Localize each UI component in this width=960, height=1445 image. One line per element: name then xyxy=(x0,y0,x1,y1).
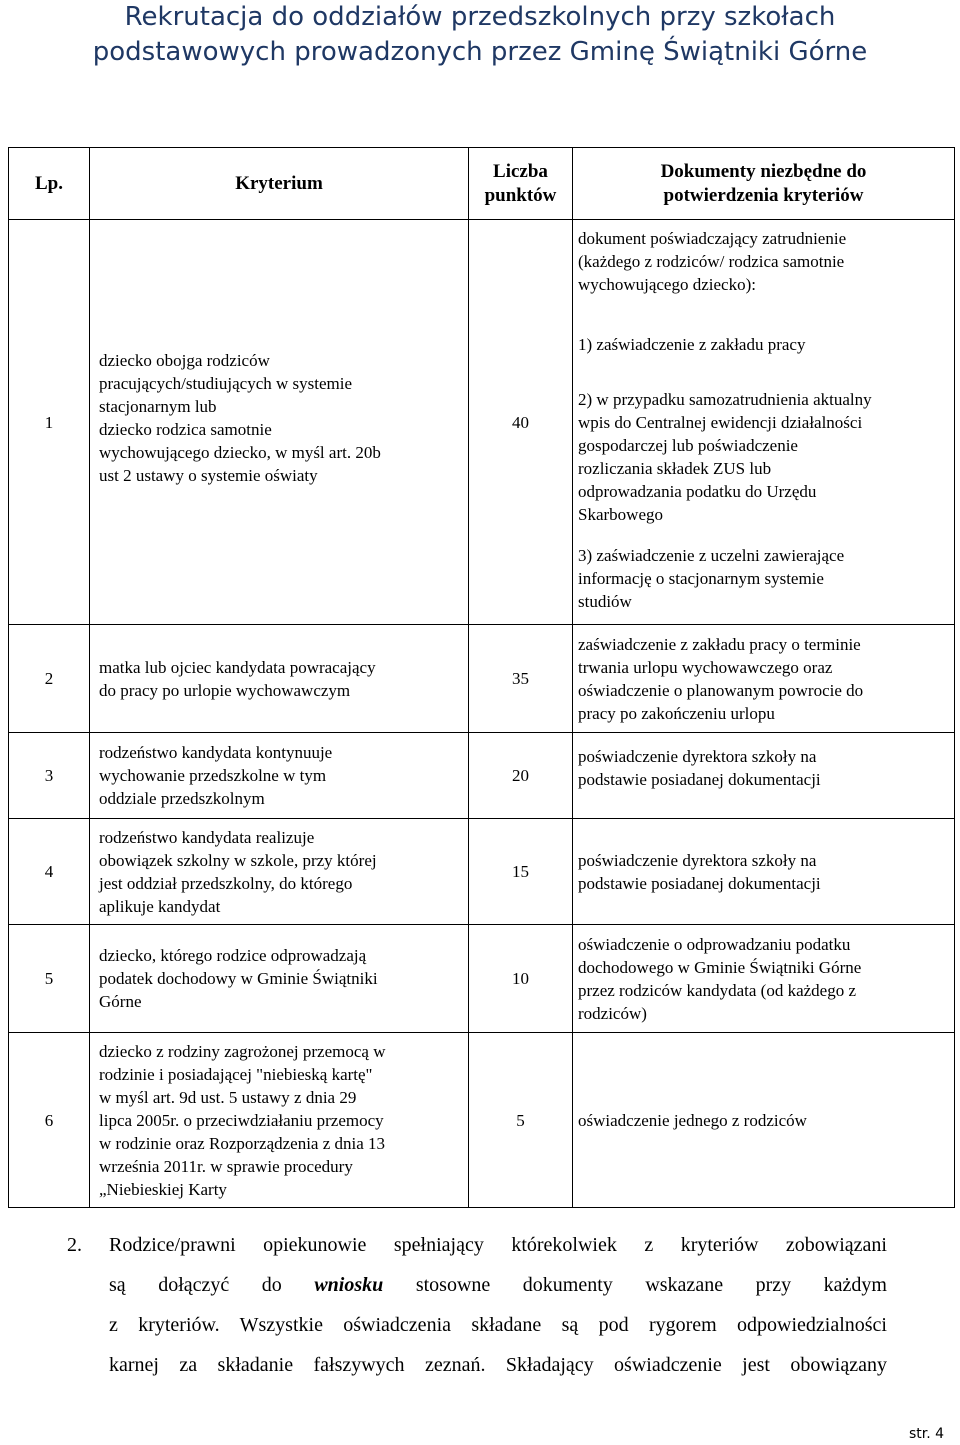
documents-item-3: 3) zaświadczenie z uczelni zawierające informację o stacjonarnym systemie studiów xyxy=(578,546,845,611)
table-row xyxy=(9,925,955,1033)
footnote-emphasis: wniosku xyxy=(314,1274,384,1296)
intro-documents: dokument poświadczający zatrudnienie (każdego z rodziców/ rodzica samotnie wychowującego dziecko): xyxy=(578,229,847,294)
criterion-line: wychowującego dziecko, w myśl art. 20b xyxy=(99,443,381,462)
row-5-documents: oświadczenie o odprowadzaniu podatku dochodowego w Gminie Świątniki Górne przez rodziców kandydata (od każdego z rodziców) xyxy=(573,925,955,1033)
column-header-criterion: Kryterium xyxy=(90,148,469,220)
criterion-line: dziecko, którego rodzice odprowadzają xyxy=(99,946,367,965)
footnote-paragraph xyxy=(67,1225,887,1385)
row-6-lp: 6 xyxy=(9,1033,90,1208)
row-5-lp: 5 xyxy=(9,925,90,1033)
criterion-line: stacjonarnym lub xyxy=(99,397,217,416)
row-6-points: 5 xyxy=(469,1033,573,1208)
criterion-line: lipca 2005r. o przeciwdziałaniu przemocy xyxy=(99,1110,384,1130)
criterion-line: dziecko z rodziny zagrożonej przemocą w xyxy=(99,1041,386,1061)
table-row xyxy=(9,625,955,733)
criterion-line: ust 2 ustawy o systemie oświaty xyxy=(99,466,318,485)
table-header-row xyxy=(9,148,955,220)
document-title xyxy=(0,0,960,70)
footnote-number: 2. xyxy=(67,1234,82,1256)
row-5-points: 10 xyxy=(469,925,573,1033)
documents-item-2: 2) w przypadku samozatrudnienia aktualny wpis do Centralnej ewidencji działalności gospodarczej lub poświadczenie rozliczania składek ZUS lub odprowadzania podatku do Urzędu Skarbowego xyxy=(578,390,872,524)
title-line-1: Rekrutacja do oddziałów przedszkolnych przy szkołach xyxy=(124,2,836,32)
criterion-line: pracujących/studiujących w systemie xyxy=(99,374,353,393)
row-3-lp: 3 xyxy=(9,733,90,819)
criterion-line: wychowanie przedszkolne w tym xyxy=(99,766,327,785)
row-3-criterion xyxy=(90,733,469,819)
row-2-lp: 2 xyxy=(9,625,90,733)
criterion-line: rodzeństwo kandydata realizuje xyxy=(99,827,315,847)
criterion-line: w rodzinie oraz Rozporządzenia z dnia 13 xyxy=(99,1133,386,1153)
table-row xyxy=(9,220,955,625)
criterion-line: Górne xyxy=(99,992,142,1011)
title-line-2: podstawowych prowadzonych przez Gminę Świątniki Górne xyxy=(92,37,868,67)
row-1-criterion xyxy=(90,220,469,625)
criteria-table xyxy=(8,147,955,1208)
row-2-criterion xyxy=(90,625,469,733)
criterion-line: do pracy po urlopie wychowawczym xyxy=(99,680,351,700)
row-4-points: 15 xyxy=(469,819,573,925)
footnote-line: są dołączyć do wniosku stosowne dokumenty wskazane przy każdym xyxy=(109,1274,887,1296)
criterion-line: obowiązek szkolny w szkole, przy której xyxy=(99,850,377,870)
criterion-line: w myśl art. 9d ust. 5 ustawy z dnia 29 xyxy=(99,1087,357,1107)
table-row xyxy=(9,733,955,819)
table-row xyxy=(9,1033,955,1208)
documents-item-1: 1) zaświadczenie z zakładu pracy xyxy=(578,335,806,354)
row-2-points: 35 xyxy=(469,625,573,733)
criterion-line: matka lub ojciec kandydata powracający xyxy=(99,657,376,677)
footnote-line: Rodzice/prawni opiekunowie spełniający którekolwiek z kryteriów zobowiązani xyxy=(109,1234,887,1256)
footnote-line: karnej za składanie fałszywych zeznań. Składający oświadczenie jest obowiązany xyxy=(109,1354,887,1376)
criterion-line: rodzinie i posiadającej "niebieską kartę" xyxy=(99,1064,373,1084)
row-6-documents: oświadczenie jednego z rodziców xyxy=(573,1033,955,1208)
criterion-line: września 2011r. w sprawie procedury xyxy=(99,1156,353,1176)
page-number: str. 4 xyxy=(908,1426,944,1442)
criterion-line: aplikuje kandydat xyxy=(99,896,221,916)
criterion-line: rodzeństwo kandydata kontynuuje xyxy=(99,743,333,762)
documents-header-line-2: potwierdzenia kryteriów xyxy=(663,184,864,206)
column-header-lp: Lp. xyxy=(9,148,90,220)
footnote-line: z kryteriów. Wszystkie oświadczenia składane są pod rygorem odpowiedzialności xyxy=(109,1314,887,1336)
row-6-criterion xyxy=(90,1033,469,1208)
column-header-points xyxy=(469,148,573,220)
row-2-documents: zaświadczenie z zakładu pracy o terminie trwania urlopu wychowawczego oraz oświadczenie o planowanym powrocie do pracy po zakończeniu urlopu xyxy=(573,625,955,733)
row-4-lp: 4 xyxy=(9,819,90,925)
points-header-line-2: punktów xyxy=(484,184,557,206)
documents-header-line-1: Dokumenty niezbędne do xyxy=(660,160,867,182)
row-4-documents: poświadczenie dyrektora szkoły na podstawie posiadanej dokumentacji xyxy=(573,819,955,925)
criterion-line: „Niebieskiej Karty xyxy=(99,1179,227,1199)
row-1-points: 40 xyxy=(469,220,573,625)
row-1-documents xyxy=(573,220,955,625)
row-5-criterion xyxy=(90,925,469,1033)
table-row xyxy=(9,819,955,925)
points-header-line-1: Liczba xyxy=(493,160,548,182)
row-3-documents: poświadczenie dyrektora szkoły na podstawie posiadanej dokumentacji xyxy=(573,733,955,819)
criterion-line: oddziale przedszkolnym xyxy=(99,789,265,808)
row-1-lp: 1 xyxy=(9,220,90,625)
row-3-points: 20 xyxy=(469,733,573,819)
criterion-line: podatek dochodowy w Gminie Świątniki xyxy=(99,969,378,988)
criterion-line: dziecko rodzica samotnie xyxy=(99,420,272,439)
row-4-criterion xyxy=(90,819,469,925)
criterion-line: jest oddział przedszkolny, do którego xyxy=(99,873,353,893)
criterion-line: dziecko obojga rodziców xyxy=(99,351,270,370)
column-header-documents xyxy=(573,148,955,220)
